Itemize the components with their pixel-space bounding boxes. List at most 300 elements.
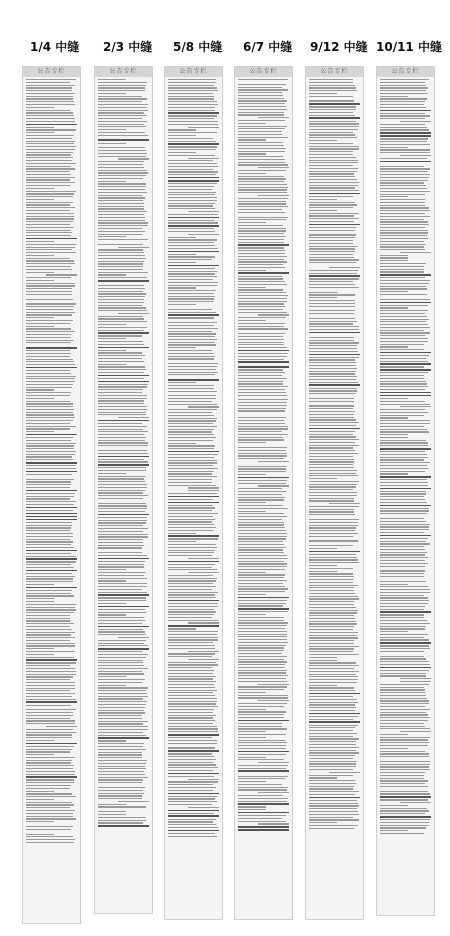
text-line [380,445,428,446]
text-line [309,436,356,437]
text-line [26,381,75,382]
notice-strip-1 [22,66,81,924]
text-line [26,188,54,189]
text-line [98,324,126,325]
text-line [188,127,219,128]
text-line [309,251,355,252]
text-line [98,555,147,556]
text-line [98,752,142,753]
text-line [26,323,70,324]
text-line [380,241,424,242]
text-line [98,409,147,410]
text-line [238,586,285,587]
text-line [238,806,266,807]
text-line [168,285,217,286]
text-line [98,589,142,590]
text-line [238,192,287,193]
text-line [380,412,428,413]
text-line [238,359,284,360]
text-line [98,375,149,377]
text-line [98,208,144,209]
text-line [168,239,217,240]
text-line [380,573,424,574]
text-line [98,352,142,353]
text-line [26,146,76,147]
text-line [238,217,288,218]
text-line [168,653,215,654]
text-line [98,366,145,367]
text-line [309,117,360,119]
text-line [238,541,283,542]
text-line [26,112,73,113]
text-line [98,214,144,215]
text-line [309,456,353,457]
text-line [168,418,217,419]
text-line [168,276,217,277]
text-line [309,596,358,597]
text-line [380,822,429,823]
text-line [26,127,54,128]
text-line [26,314,72,315]
text-line [188,807,219,808]
text-line [168,180,219,182]
text-line [98,118,142,119]
text-line [380,138,428,139]
text-line [309,132,353,133]
text-line [309,357,359,358]
text-line [168,580,216,581]
text-line [26,207,75,208]
text-line [98,822,143,823]
text-line [380,584,408,585]
text-line [168,513,218,514]
text-line [309,123,359,124]
text-line [380,606,425,607]
text-line [168,171,218,172]
text-line [238,256,287,257]
text-line [380,448,431,450]
text-line [309,193,360,195]
text-line [98,288,145,289]
text-line [309,750,356,751]
text-line [309,342,359,343]
text-line [168,813,214,814]
text-line [380,692,425,693]
text-line [98,181,126,182]
text-line [168,129,196,130]
text-line [168,366,217,367]
text-line [168,541,196,542]
text-line [380,107,426,108]
text-line [26,584,54,585]
text-line [309,654,359,655]
text-line [238,181,284,182]
text-line [168,259,212,260]
text-line [238,347,287,348]
text-line [380,783,425,784]
text-line [309,562,359,563]
text-line [26,331,75,332]
text-line [98,712,145,713]
text-line [168,203,215,204]
text-line [26,367,77,369]
text-line [26,328,71,329]
text-line [26,141,75,142]
text-line [238,159,285,160]
text-line [168,798,215,799]
text-line [168,208,215,209]
text-line [168,740,217,741]
text-line [168,681,216,682]
text-line [238,236,286,237]
text-line [168,312,216,313]
text-line [238,272,289,274]
text-line [26,317,54,318]
text-line [26,299,73,300]
text-line [309,632,358,633]
text-line [98,355,145,356]
text-line [238,703,287,704]
text-line [26,143,74,144]
text-line [238,134,282,135]
text-line [98,631,145,632]
text-line [168,575,213,576]
text-line [26,409,74,410]
text-line [26,757,75,758]
text-line [26,326,54,327]
text-line [258,195,289,196]
text-line [98,321,147,322]
text-line [98,189,145,190]
text-line [98,710,144,711]
text-line [98,606,149,608]
text-line [238,156,283,157]
text-line [26,802,72,803]
text-line [238,323,285,324]
text-line [26,782,74,783]
text-line [26,177,75,178]
text-line [168,420,216,421]
text-line [309,439,359,440]
text-line [188,490,219,491]
text-line [309,533,358,534]
text-line [168,293,214,294]
text-line [238,378,287,379]
text-line [26,657,74,658]
text-line [309,384,360,386]
text-line [98,707,145,708]
text-line [26,244,76,245]
text-line [168,606,218,607]
text-line [380,454,427,455]
text-line [309,160,358,161]
text-line [98,487,147,488]
text-line [168,101,217,102]
text-line [26,776,77,778]
text-line [380,570,425,571]
text-line [168,628,196,629]
text-line [26,593,71,594]
text-line [168,271,217,272]
text-line [168,706,218,707]
text-line [309,93,337,94]
text-line [98,757,142,758]
text-line [380,404,430,405]
text-line [238,513,284,514]
text-line [168,98,214,99]
text-line [26,269,72,270]
text-line [26,337,71,338]
text-line [168,692,213,693]
text-line [380,793,430,794]
text-line [258,700,289,701]
text-line [238,603,286,604]
text-line [168,301,214,302]
text-line [98,161,144,162]
text-line [309,345,357,346]
text-line [309,707,356,708]
text-line [309,777,337,778]
text-line [168,687,215,688]
text-line [238,754,286,755]
text-line [98,236,126,237]
text-line [380,129,429,130]
column-title-4: 6/7 中缝 [243,40,293,54]
text-line [98,715,142,716]
text-line [309,121,356,122]
text-line [309,527,356,528]
text-line [238,617,284,618]
text-line [238,519,282,520]
text-line [168,673,213,674]
text-line [118,417,149,418]
text-line [238,583,283,584]
text-line [98,231,145,232]
text-line [380,576,424,577]
text-line [309,637,358,638]
text-line [309,96,353,97]
text-line [168,642,213,643]
text-line [26,640,70,641]
text-line [309,738,359,739]
text-line [26,581,73,582]
text-line [380,476,431,478]
text-line [309,828,354,829]
text-line [168,440,213,441]
text-line [380,496,424,497]
text-line [168,353,214,354]
text-line [168,614,214,615]
text-line [309,187,355,188]
text-line [168,567,212,568]
text-line [98,112,144,113]
text-line [380,589,430,590]
text-line [238,342,284,343]
text-line [168,379,219,381]
text-line [380,623,430,624]
text-line [168,135,196,136]
text-line [309,693,360,695]
notice-text-block [235,77,292,831]
text-line [238,356,287,357]
text-line [238,103,285,104]
text-line [98,150,146,151]
text-line [26,479,74,480]
text-line [380,141,427,142]
text-line [168,350,212,351]
text-line [26,496,74,497]
text-line [26,93,75,94]
text-line [309,173,354,174]
column-title-5: 9/12 中缝 [310,40,368,54]
text-line [309,179,357,180]
text-line [380,626,426,627]
text-line [380,508,429,509]
text-line [380,739,428,740]
text-line [309,559,358,560]
text-line [26,373,71,374]
text-line [380,532,424,533]
column-title-1: 1/4 中缝 [30,40,80,54]
text-line [188,779,219,780]
text-line [98,467,146,468]
text-line [168,600,219,602]
text-line [309,207,353,208]
text-line [380,631,408,632]
text-line [238,524,284,525]
text-line [309,313,354,314]
text-line [188,558,219,559]
text-line [98,203,144,204]
text-line [380,518,424,519]
text-line [329,772,360,773]
text-line [380,266,424,267]
text-line [380,174,430,175]
text-line [309,243,353,244]
text-line [168,220,214,221]
text-line [98,82,147,83]
text-line [380,689,425,690]
text-line [309,373,355,374]
text-line [98,139,149,141]
text-line [380,764,430,765]
text-line [380,321,426,322]
text-line [380,313,425,314]
text-line [26,401,70,402]
text-line [309,805,359,806]
text-line [238,399,288,400]
text-line [168,617,212,618]
text-line [380,361,428,362]
text-line [26,280,54,281]
text-line [98,648,149,650]
text-line [98,806,146,807]
text-line [98,381,149,383]
text-line [98,384,148,385]
text-line [118,313,149,314]
text-line [380,714,428,715]
text-line [238,153,266,154]
text-line [309,213,359,214]
text-line [168,200,217,201]
text-line [309,227,356,228]
text-line [238,259,284,260]
text-line [309,318,355,319]
text-line [188,659,219,660]
text-line [380,617,424,618]
text-line [238,242,284,243]
text-line [168,712,213,713]
text-line [309,814,359,815]
text-line [168,429,214,430]
text-line [98,225,148,226]
text-line [26,595,74,596]
text-line [309,450,355,451]
text-line [98,239,148,240]
text-line [238,737,266,738]
text-line [26,107,54,108]
text-line [309,171,357,172]
text-line [238,162,285,163]
text-line [309,434,353,435]
notice-strip-3 [164,66,223,920]
text-line [238,106,286,107]
text-line [26,216,74,217]
text-line [98,617,144,618]
text-line [238,219,286,220]
text-line [238,645,286,646]
text-line [238,538,286,539]
text-line [26,474,72,475]
text-line [400,731,431,732]
text-line [238,468,286,469]
text-line [238,350,289,352]
text-line [168,356,215,357]
text-line [309,682,357,683]
text-line [238,198,288,199]
text-line [98,673,144,674]
text-line [168,496,219,498]
text-line [26,696,72,697]
text-line [309,699,357,700]
text-line [26,179,70,180]
text-line [309,736,353,737]
text-line [168,759,216,760]
text-line [168,634,217,635]
text-line [309,85,355,86]
text-line [238,361,289,363]
text-line [168,703,216,704]
text-line [309,825,358,826]
text-line [309,685,337,686]
text-line [168,662,216,663]
text-line [238,244,289,246]
text-line [238,670,287,671]
text-line [168,426,217,427]
text-line [309,428,360,430]
text-line [168,90,218,91]
text-line [380,260,408,261]
text-line [168,720,215,721]
text-line [98,660,143,661]
text-line [238,647,284,648]
text-line [380,664,430,665]
text-line [26,451,76,452]
text-line [168,347,196,348]
text-line [309,604,354,605]
text-line [26,734,72,735]
text-line [309,475,358,476]
